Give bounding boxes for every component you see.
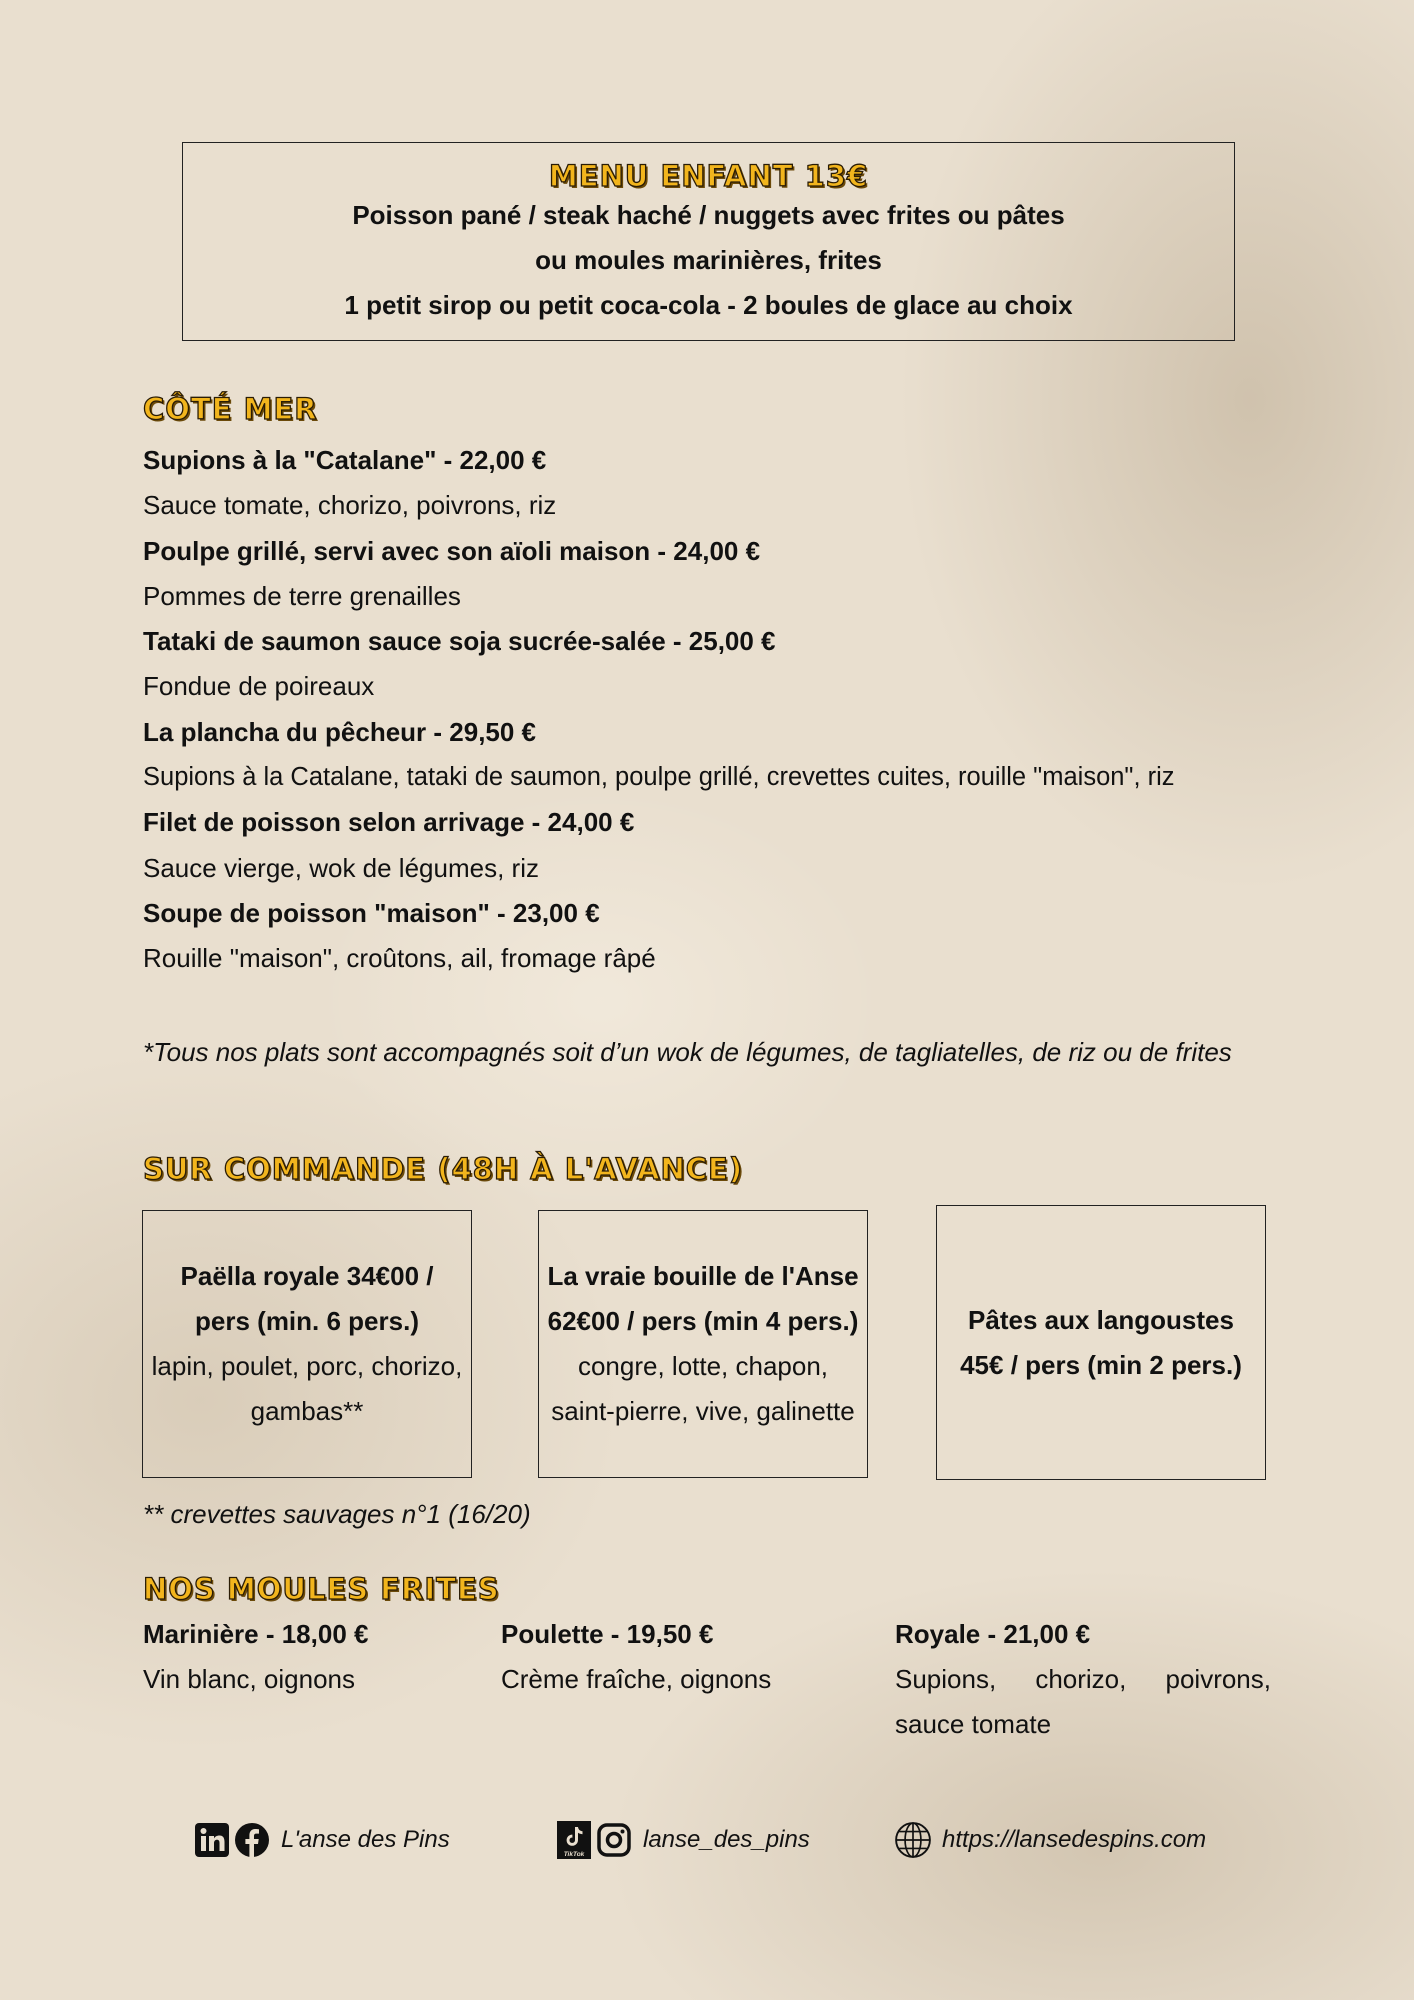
- moule-name: Marinière - 18,00 €: [143, 1619, 369, 1649]
- order-box-title: La vraie bouille de l'Anse 62€00 / pers (min 4 pers.): [547, 1261, 859, 1336]
- order-box-desc: lapin, poulet, porc, chorizo, gambas**: [151, 1351, 463, 1426]
- menu-enfant-line: 1 petit sirop ou petit coca-cola - 2 boules de glace au choix: [344, 290, 1073, 320]
- dish-name: Tataki de saumon sauce soja sucrée-salée - 25,00 €: [143, 626, 776, 657]
- order-box-bouille: [538, 1210, 868, 1478]
- dish-name: Poulpe grillé, servi avec son aïoli maison - 24,00 €: [143, 535, 761, 566]
- linkedin-icon[interactable]: [195, 1823, 229, 1857]
- order-box-title: Pâtes aux langoustes 45€ / pers (min 2 pers.): [960, 1304, 1242, 1380]
- order-box-title: Paëlla royale 34€00 / pers (min. 6 pers.): [180, 1261, 434, 1336]
- moule-item: [895, 1612, 1271, 1747]
- moule-name: Poulette - 19,50 €: [501, 1619, 714, 1649]
- facebook-link[interactable]: L'anse des Pins: [281, 1826, 450, 1853]
- dish-desc: Sauce tomate, chorizo, poivrons, riz: [143, 490, 557, 521]
- moule-name: Royale - 21,00 €: [895, 1619, 1091, 1649]
- menu-enfant-line: Poisson pané / steak haché / nuggets avec frites ou pâtes: [352, 200, 1065, 230]
- facebook-icon[interactable]: [235, 1823, 269, 1857]
- menu-enfant-title: MENU ENFANT 13€: [548, 159, 869, 193]
- dish-desc: Supions à la Catalane, tataki de saumon, poulpe grillé, crevettes cuites, rouille "maison", riz: [143, 763, 1175, 792]
- moule-desc: Supions, chorizo, poivrons, sauce tomate: [895, 1664, 1271, 1739]
- cote-mer-title: CÔTÉ MER: [143, 392, 318, 426]
- sur-commande-title: SUR COMMANDE (48H À L'AVANCE): [143, 1152, 744, 1186]
- footer-facebook[interactable]: [195, 1820, 450, 1860]
- dish-desc: Sauce vierge, wok de légumes, riz: [143, 852, 539, 883]
- tiktok-icon[interactable]: [557, 1821, 591, 1859]
- dish-name: Supions à la "Catalane" - 22,00 €: [143, 445, 547, 475]
- instagram-icon[interactable]: [597, 1823, 631, 1857]
- dish-desc: Pommes de terre grenailles: [143, 580, 461, 611]
- menu-enfant-line: ou moules marinières, frites: [535, 245, 882, 275]
- moule-item: [501, 1612, 881, 1702]
- shrimp-footnote: ** crevettes sauvages n°1 (16/20): [143, 1499, 531, 1529]
- cote-mer-list: [143, 438, 1273, 982]
- moule-desc: Crème fraîche, oignons: [501, 1664, 772, 1694]
- footer-instagram[interactable]: [557, 1820, 810, 1860]
- tiktok-label: TikTok: [563, 1851, 585, 1858]
- dish-name: Soupe de poisson "maison" - 23,00 €: [143, 897, 600, 928]
- order-box-langoustes: [936, 1205, 1266, 1480]
- dish-desc: Fondue de poireaux: [143, 671, 375, 702]
- instagram-link[interactable]: lanse_des_pins: [643, 1826, 810, 1853]
- moule-item: [143, 1612, 473, 1702]
- dish-name: La plancha du pêcheur - 29,50 €: [143, 716, 537, 747]
- accompaniment-note: *Tous nos plats sont accompagnés soit d’un wok de légumes, de tagliatelles, de riz ou de frites: [143, 1037, 1232, 1067]
- order-box-paella: [142, 1210, 472, 1478]
- dish-name: Filet de poisson selon arrivage - 24,00 €: [143, 807, 635, 838]
- footer-website[interactable]: [894, 1820, 1206, 1860]
- globe-icon[interactable]: [894, 1821, 932, 1859]
- menu-enfant-box: [182, 142, 1235, 341]
- dish-desc: Rouille "maison", croûtons, ail, fromage râpé: [143, 943, 656, 974]
- order-box-desc: congre, lotte, chapon, saint-pierre, vive, galinette: [551, 1351, 855, 1426]
- website-link[interactable]: https://lansedespins.com: [942, 1826, 1207, 1853]
- moules-title: NOS MOULES FRITES: [143, 1572, 500, 1606]
- moule-desc: Vin blanc, oignons: [143, 1664, 356, 1694]
